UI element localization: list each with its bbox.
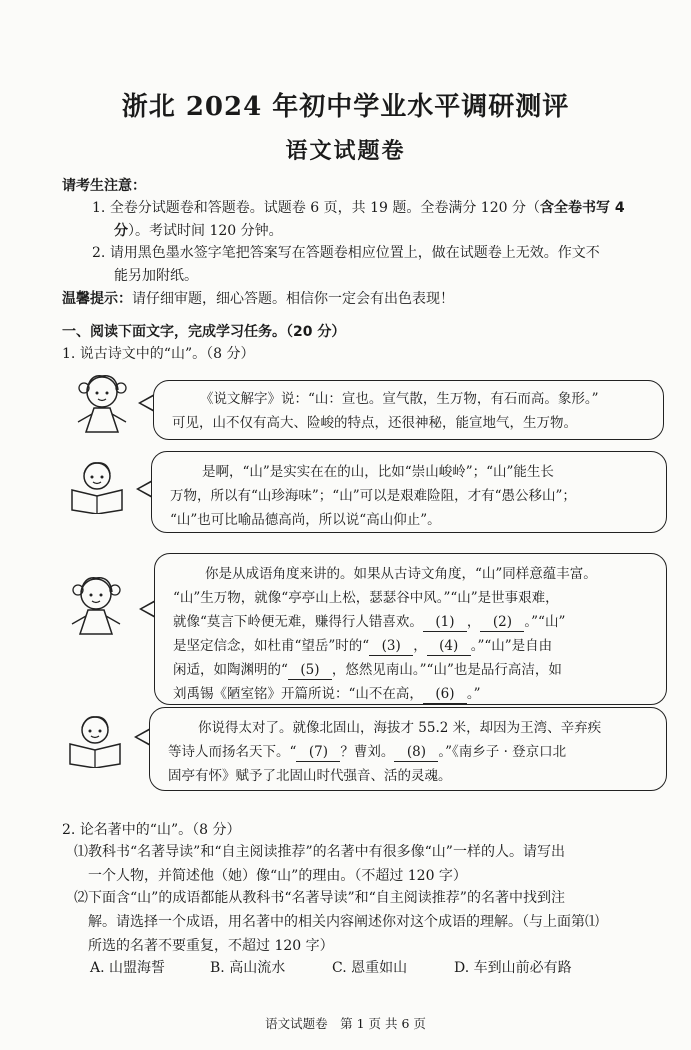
blank-6[interactable]: (6) <box>423 685 467 704</box>
boy-reading-figure-icon-2 <box>62 712 128 768</box>
bubble-3-line-4-end: 。”“山”是自由 <box>470 638 553 654</box>
girl-figure-icon <box>72 368 136 438</box>
question-1: 1. 说古诗文中的“山”。（8 分） <box>62 346 255 362</box>
notice-item-1-line2 <box>114 219 283 243</box>
notice-item-2-line2: 能另加附纸。 <box>114 268 198 284</box>
blank-7[interactable]: (7) <box>296 743 340 762</box>
bubble-4-line-2-text: 等诗人而扬名天下。“ <box>168 744 297 760</box>
dialogue-bubble-1 <box>153 380 664 440</box>
blank-8[interactable]: (8) <box>394 743 438 762</box>
dialogue-bubble-2 <box>151 451 667 533</box>
question-2-2-text-1: 下面含“山”的成语都能从教科书“名著导读”和“自主阅读推荐”的名著中找到注 <box>88 890 565 906</box>
bubble-2-line-3: “山”也可比喻品德高尚，所以说“高山仰止”。 <box>170 512 441 528</box>
blank-4[interactable]: (4) <box>427 637 471 656</box>
dialogue-bubble-3 <box>154 553 667 705</box>
question-2: 2. 论名著中的“山”。（8 分） <box>62 822 241 838</box>
bubble-3-line-1: 你是从成语角度来讲的。如果从古诗文角度，“山”同样意蕴丰富。 <box>205 566 597 582</box>
question-2-2 <box>74 886 674 958</box>
notice-item-2-num: 2. <box>92 245 106 261</box>
bubble-3-line-6 <box>173 682 648 706</box>
option-a: A. 山盟海誓 <box>90 960 166 976</box>
bubble-3-tail <box>139 600 155 618</box>
option-b: B. 高山流水 <box>210 960 286 976</box>
bubble-2-line-1: 是啊，“山”是实实在在的山，比如“崇山峻岭”；“山”能生长 <box>202 464 554 480</box>
bubble-4-line-2-end: 。”《南乡子 · 登京口北 <box>438 744 567 760</box>
notice-item-1-num: 1. <box>92 200 106 216</box>
question-2-2-line-1 <box>74 886 674 910</box>
notice-item-1-text: 全卷分试题卷和答题卷。试题卷 6 页，共 19 题。全卷满分 120 分（ <box>109 200 540 216</box>
bubble-1-line-1: 《说文解字》说：“山：宣也。宣气散，生万物，有石而高。象形。” <box>200 391 599 407</box>
notice-item-2-text: 请用黑色墨水签字笔把答案写在答题卷相应位置上，做在试题卷上无效。作文不 <box>109 245 600 261</box>
blank-1[interactable]: (1) <box>423 613 467 632</box>
bubble-4-line-3: 固亭有怀》赋予了北固山时代强音、活的灵魂。 <box>168 768 452 784</box>
bubble-3-line-6-text: 刘禹锡《陋室铭》开篇所说：“山不在高， <box>173 686 423 702</box>
blank-3[interactable]: (3) <box>369 637 413 656</box>
blank-2[interactable]: (2) <box>480 613 524 632</box>
page-footer: 语文试题卷 第 1 页 共 6 页 <box>265 1016 426 1031</box>
question-2-1-line-2: 一个人物，并简述他（她）像“山”的理由。（不超过 120 字） <box>88 868 467 884</box>
bubble-1-tail <box>138 394 154 412</box>
bubble-3-line-3-text: 就像“莫言下岭便无难，赚得行人错喜欢。 <box>173 614 423 630</box>
question-2-1-number: ⑴ <box>74 844 88 860</box>
question-2-1 <box>74 840 674 888</box>
bubble-3-line-4 <box>173 634 648 658</box>
notice-item-1 <box>92 196 672 220</box>
tip-label: 温馨提示： <box>62 291 132 307</box>
bubble-4-line-2-mid: ？曹刘。 <box>340 744 395 760</box>
question-2-2-line-3: 所选的名著不要重复，不超过 120 字） <box>88 938 334 954</box>
girl-figure-icon-2 <box>66 570 130 640</box>
bubble-4-tail <box>134 728 150 746</box>
notice-item-1-line2-text: ）。考试时间 120 分钟。 <box>128 223 283 239</box>
dialogue-bubble-4 <box>149 707 667 791</box>
question-2-1-text-1: 教科书“名著导读”和“自主阅读推荐”的名著中有很多像“山”一样的人。请写出 <box>88 844 565 860</box>
bubble-3-line-5 <box>173 658 648 682</box>
bubble-4-line-1: 你说得太对了。就像北固山，海拔才 55.2 米，却因为王湾、辛弃疾 <box>198 720 602 736</box>
option-c: C. 恩重如山 <box>332 960 408 976</box>
bubble-3-line-6-end: 。” <box>466 686 481 702</box>
blank-5[interactable]: (5) <box>288 661 332 680</box>
question-2-1-line-1 <box>74 840 674 864</box>
option-d: D. 车到山前必有路 <box>454 960 572 976</box>
bubble-4-line-2 <box>168 740 648 764</box>
bubble-3-line-5-text: 闲适，如陶渊明的“ <box>173 662 288 678</box>
bubble-3-line-3-end: 。”“山” <box>524 614 566 630</box>
notice-item-1-line2-bold: 分 <box>114 223 128 239</box>
page-title: 浙北 2024 年初中学业水平调研测评 <box>121 92 570 122</box>
blank-separator: ， <box>466 614 481 630</box>
tip <box>62 287 454 311</box>
bubble-3-line-5-end: ，悠然见南山。”“山”也是品行高洁，如 <box>331 662 562 678</box>
bubble-1-line-2: 可见，山不仅有高大、险峻的特点，还很神秘，能宣地气，生万物。 <box>172 415 577 431</box>
bubble-3-line-4-text: 是坚定信念，如杜甫“望岳”时的“ <box>173 638 370 654</box>
page-subtitle: 语文试题卷 <box>285 138 406 164</box>
tip-text: 请仔细审题，细心答题。相信你一定会有出色表现！ <box>132 291 454 307</box>
bubble-2-line-2: 万物，所以有“山珍海味”；“山”可以是艰难险阻，才有“愚公移山”； <box>170 488 576 504</box>
boy-reading-figure-icon <box>64 458 130 514</box>
notice-heading: 请考生注意： <box>62 178 146 194</box>
question-2-2-number: ⑵ <box>74 890 88 906</box>
bubble-3-line-2: “山”生万物，就像“亭亭山上松，瑟瑟谷中风。”“山”是世事艰难， <box>173 590 559 606</box>
section-heading: 一、阅读下面文字，完成学习任务。（20 分） <box>62 324 346 340</box>
blank-separator-2: ， <box>413 638 427 654</box>
bubble-2-tail <box>136 480 152 498</box>
question-2-2-line-2: 解。请选择一个成语，用名著中的相关内容阐述你对这个成语的理解。（与上面第⑴ <box>88 914 599 930</box>
notice-item-2 <box>92 241 672 265</box>
bubble-3-line-3 <box>173 610 648 634</box>
notice-item-1-bold: 含全卷书写 4 <box>539 200 625 216</box>
